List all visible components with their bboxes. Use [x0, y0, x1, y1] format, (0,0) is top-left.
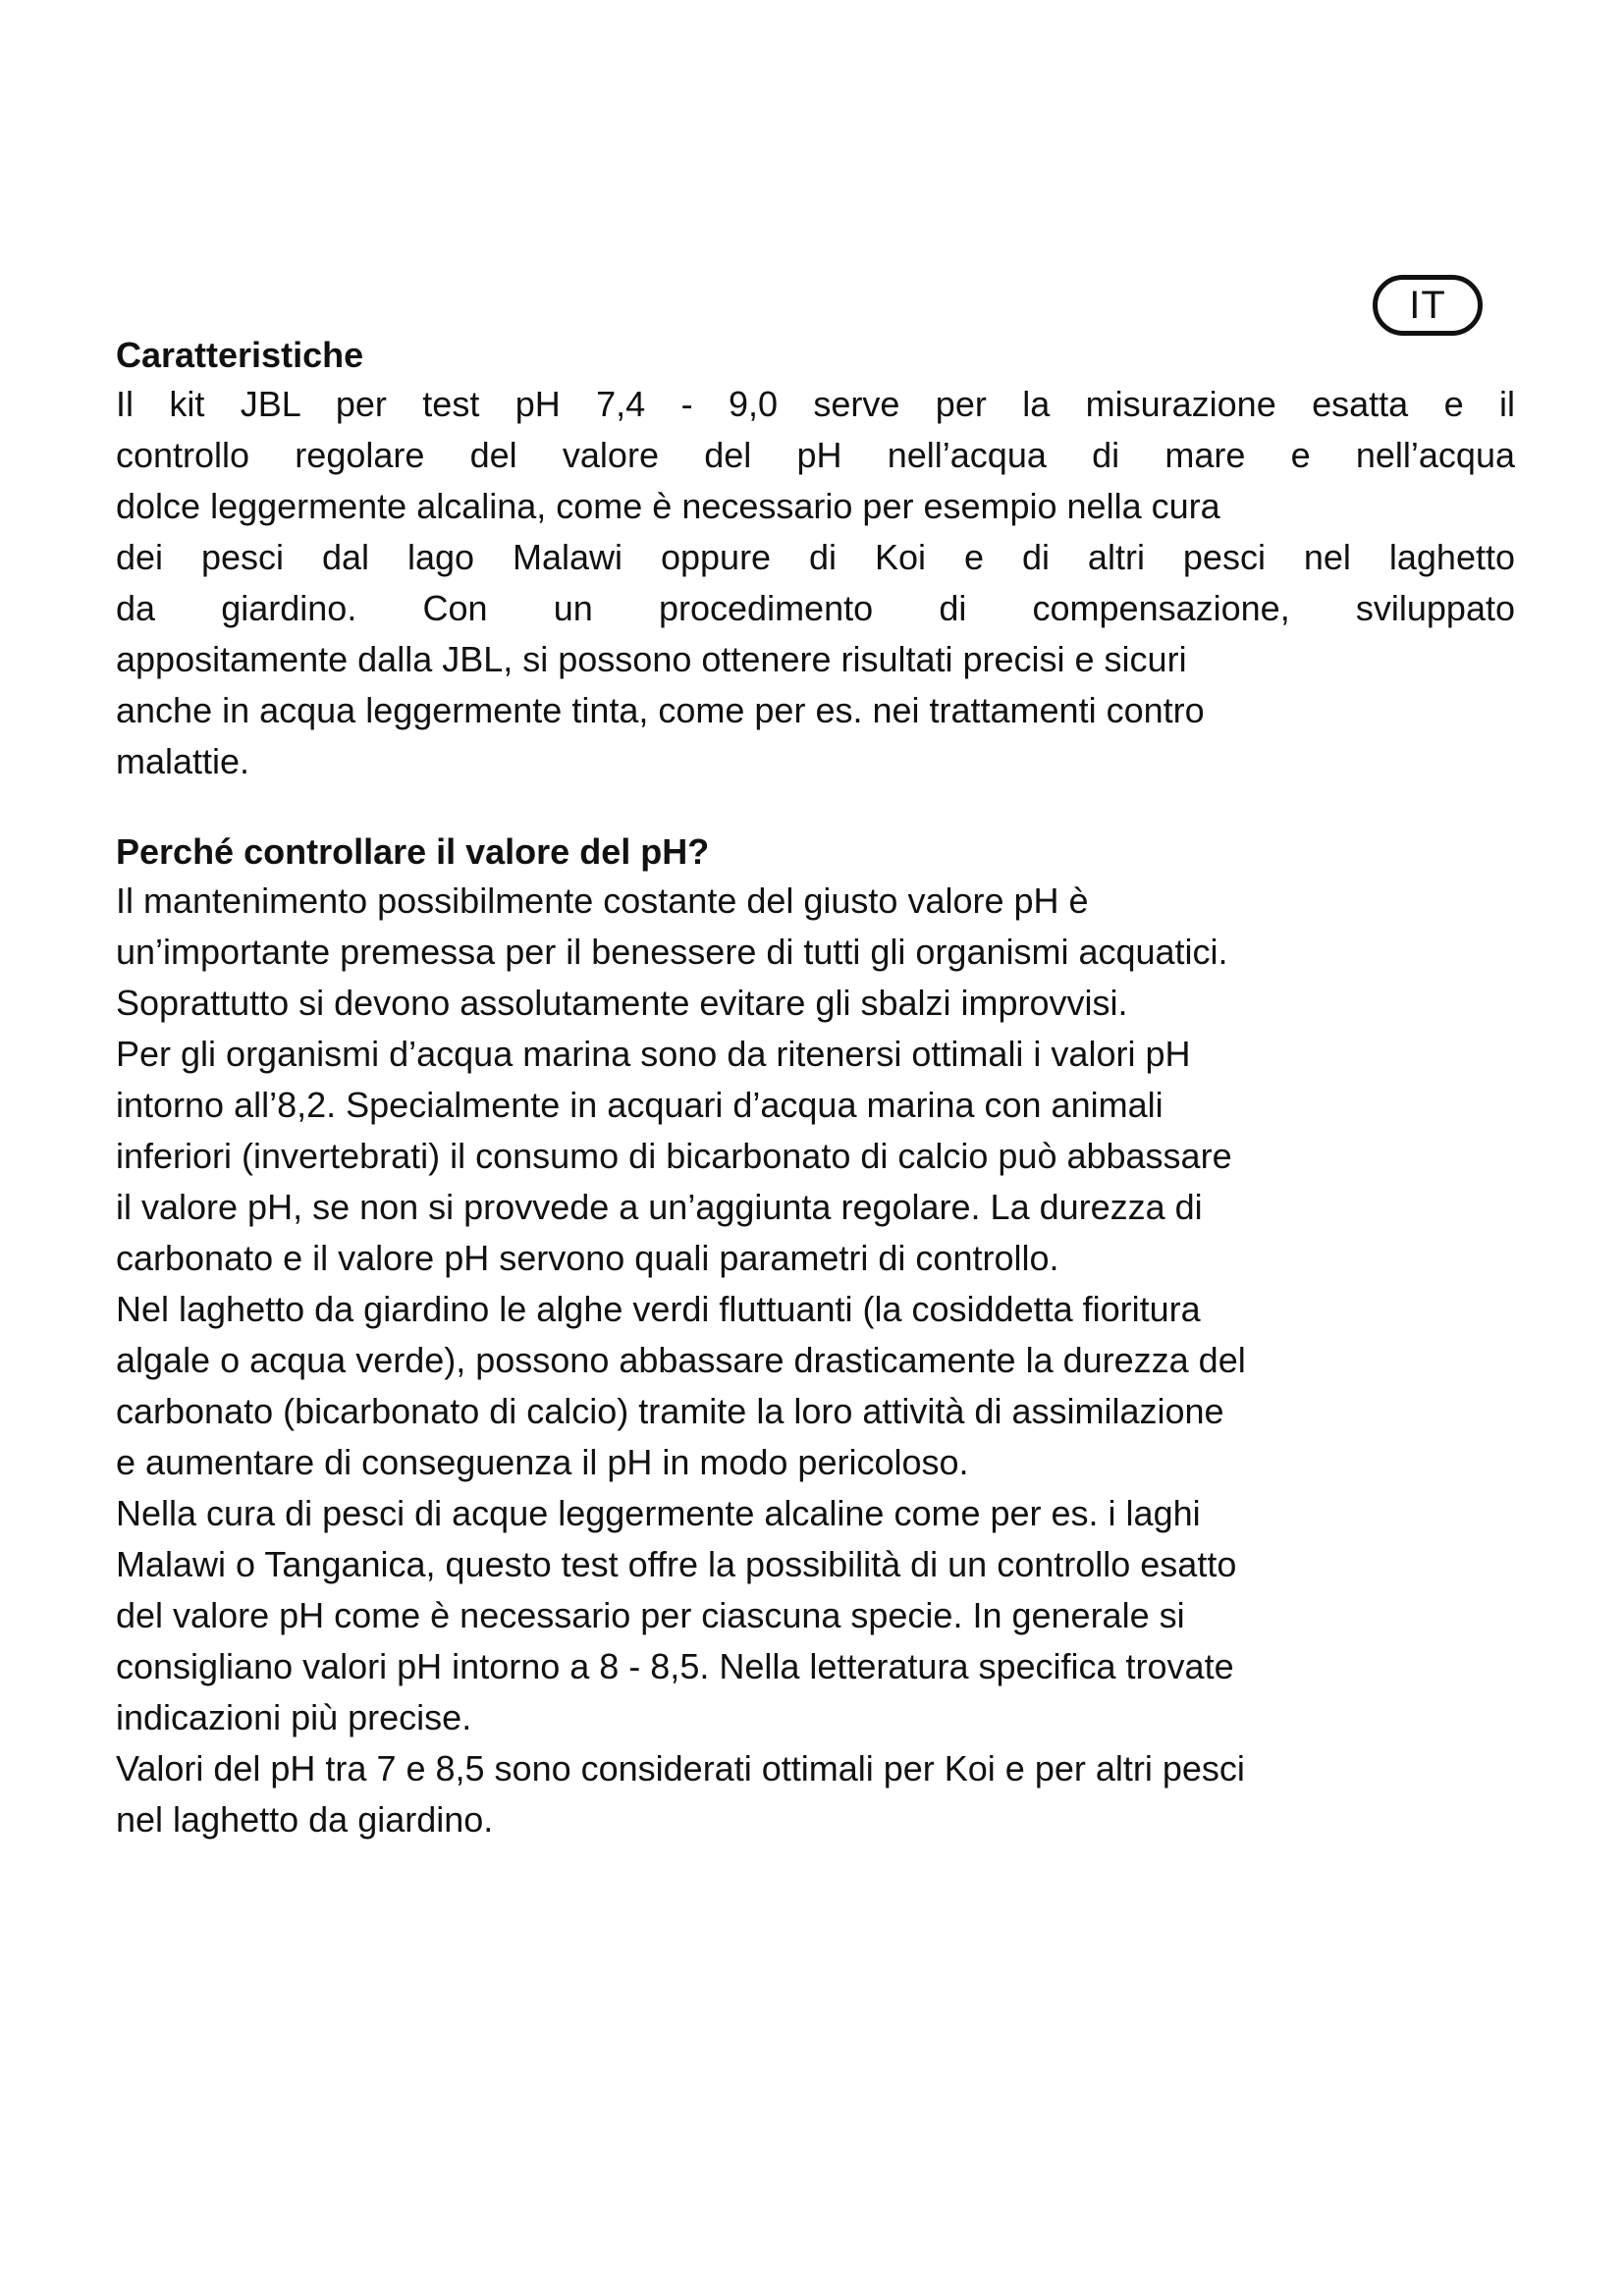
text-line: del valore pH come è necessario per ciascuna specie. In generale si: [116, 1595, 1185, 1635]
text-line: inferiori (invertebrati) il consumo di bicarbonato di calcio può abbassare: [116, 1136, 1232, 1176]
text-line: malattie.: [116, 741, 250, 781]
language-badge-it: [1373, 275, 1483, 336]
text-line: indicazioni più precise.: [116, 1697, 472, 1737]
text-line: Valori del pH tra 7 e 8,5 sono considerati ottimali per Koi e per altri pesci: [116, 1748, 1245, 1789]
text-line: Malawi o Tanganica, questo test offre la possibilità di un controllo esatto: [116, 1544, 1237, 1584]
text-line: carbonato (bicarbonato di calcio) tramite la loro attività di assimilazione: [116, 1391, 1224, 1431]
text-line: appositamente dalla JBL, si possono ottenere risultati precisi e sicuri: [116, 639, 1187, 679]
text-line: anche in acqua leggermente tinta, come per es. nei trattamenti contro: [116, 690, 1205, 730]
text-line: Il kit JBL per test pH 7,4 - 9,0 serve per la misurazione esatta e il: [116, 384, 1515, 424]
paragraph: [116, 379, 1515, 787]
text-line: controllo regolare del valore del pH nell’acqua di mare e nell’acqua: [116, 435, 1515, 475]
text-line: consigliano valori pH intorno a 8 - 8,5. Nella letteratura specifica trovate: [116, 1646, 1234, 1686]
text-line: il valore pH, se non si provvede a un’aggiunta regolare. La durezza di: [116, 1187, 1203, 1227]
text-line: carbonato e il valore pH servono quali parametri di controllo.: [116, 1238, 1059, 1278]
section-heading: Perché controllare il valore del pH?: [116, 831, 710, 872]
text-line: Il mantenimento possibilmente costante del giusto valore pH è: [116, 881, 1089, 921]
text-line: nel laghetto da giardino.: [116, 1799, 494, 1840]
text-line: dei pesci dal lago Malawi oppure di Koi e di altri pesci nel laghetto: [116, 537, 1515, 577]
section-caratteristiche: [116, 332, 1515, 787]
language-badge-label: IT: [1409, 284, 1446, 327]
document-body: [116, 332, 1515, 1845]
text-line: dolce leggermente alcalina, come è necessario per esempio nella cura: [116, 486, 1220, 526]
text-line: e aumentare di conseguenza il pH in modo pericoloso.: [116, 1442, 969, 1482]
text-line: intorno all’8,2. Specialmente in acquari d’acqua marina con animali: [116, 1085, 1164, 1125]
paragraph: [116, 876, 1515, 1845]
text-line: algale o acqua verde), possono abbassare drasticamente la durezza del: [116, 1340, 1246, 1380]
text-line: Nel laghetto da giardino le alghe verdi fluttuanti (la cosiddetta fioritura: [116, 1289, 1201, 1329]
section-perche-controllare: [116, 828, 1515, 1845]
text-line: da giardino. Con un procedimento di compensazione, sviluppato: [116, 588, 1515, 628]
text-line: Nella cura di pesci di acque leggermente alcaline come per es. i laghi: [116, 1493, 1201, 1533]
section-heading: Caratteristiche: [116, 335, 364, 375]
text-line: Per gli organismi d’acqua marina sono da ritenersi ottimali i valori pH: [116, 1034, 1191, 1074]
text-line: Soprattutto si devono assolutamente evitare gli sbalzi improvvisi.: [116, 983, 1128, 1023]
text-line: un’importante premessa per il benessere di tutti gli organismi acquatici.: [116, 932, 1228, 972]
